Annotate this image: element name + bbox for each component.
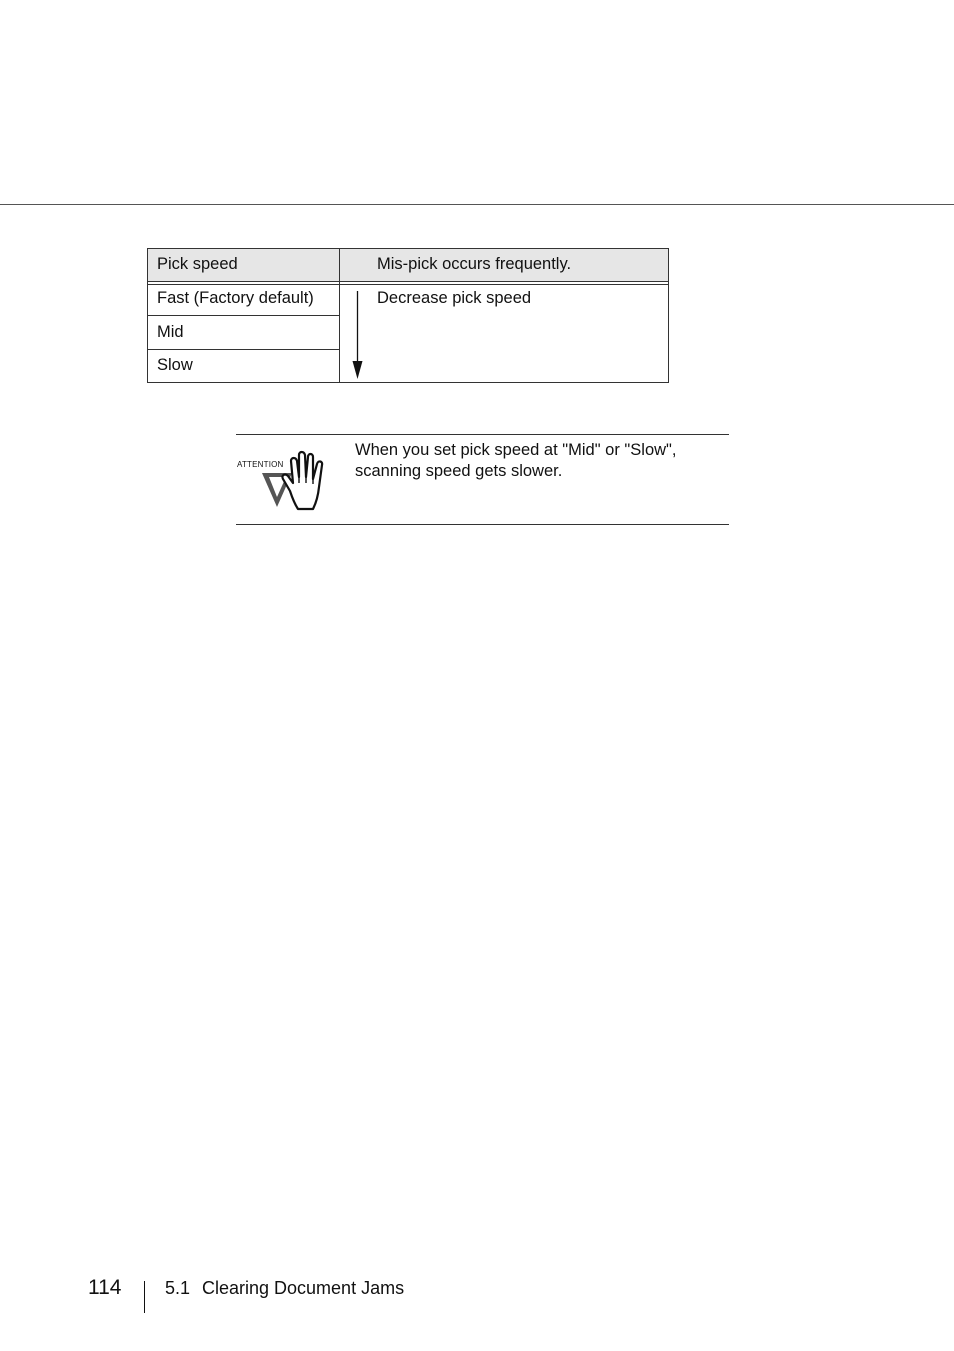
footer-section-number: 5.1 xyxy=(165,1278,191,1298)
header-mis-pick: Mis-pick occurs frequently. xyxy=(377,255,572,273)
footer-section-title: Clearing Document Jams xyxy=(202,1278,405,1298)
row-mid: Mid xyxy=(157,323,184,341)
row-slow: Slow xyxy=(157,356,193,374)
header-double-rule xyxy=(148,284,668,285)
attention-hand-icon xyxy=(236,447,331,513)
row-divider xyxy=(148,315,339,316)
attention-label: ATTENTION xyxy=(237,460,284,469)
row-fast: Fast (Factory default) xyxy=(157,289,314,307)
footer-divider xyxy=(144,1281,145,1313)
attention-note xyxy=(236,434,729,525)
page-number: 114 xyxy=(88,1276,122,1299)
header-rule xyxy=(0,204,954,205)
row-divider xyxy=(148,349,339,350)
pick-speed-table xyxy=(147,248,669,383)
attention-text: When you set pick speed at "Mid" or "Slow", scanning speed gets slower. xyxy=(355,441,677,480)
header-pick-speed: Pick speed xyxy=(157,255,238,273)
decrease-pick-speed-label: Decrease pick speed xyxy=(377,289,532,307)
down-arrow-icon xyxy=(348,291,368,381)
column-divider xyxy=(339,249,340,382)
